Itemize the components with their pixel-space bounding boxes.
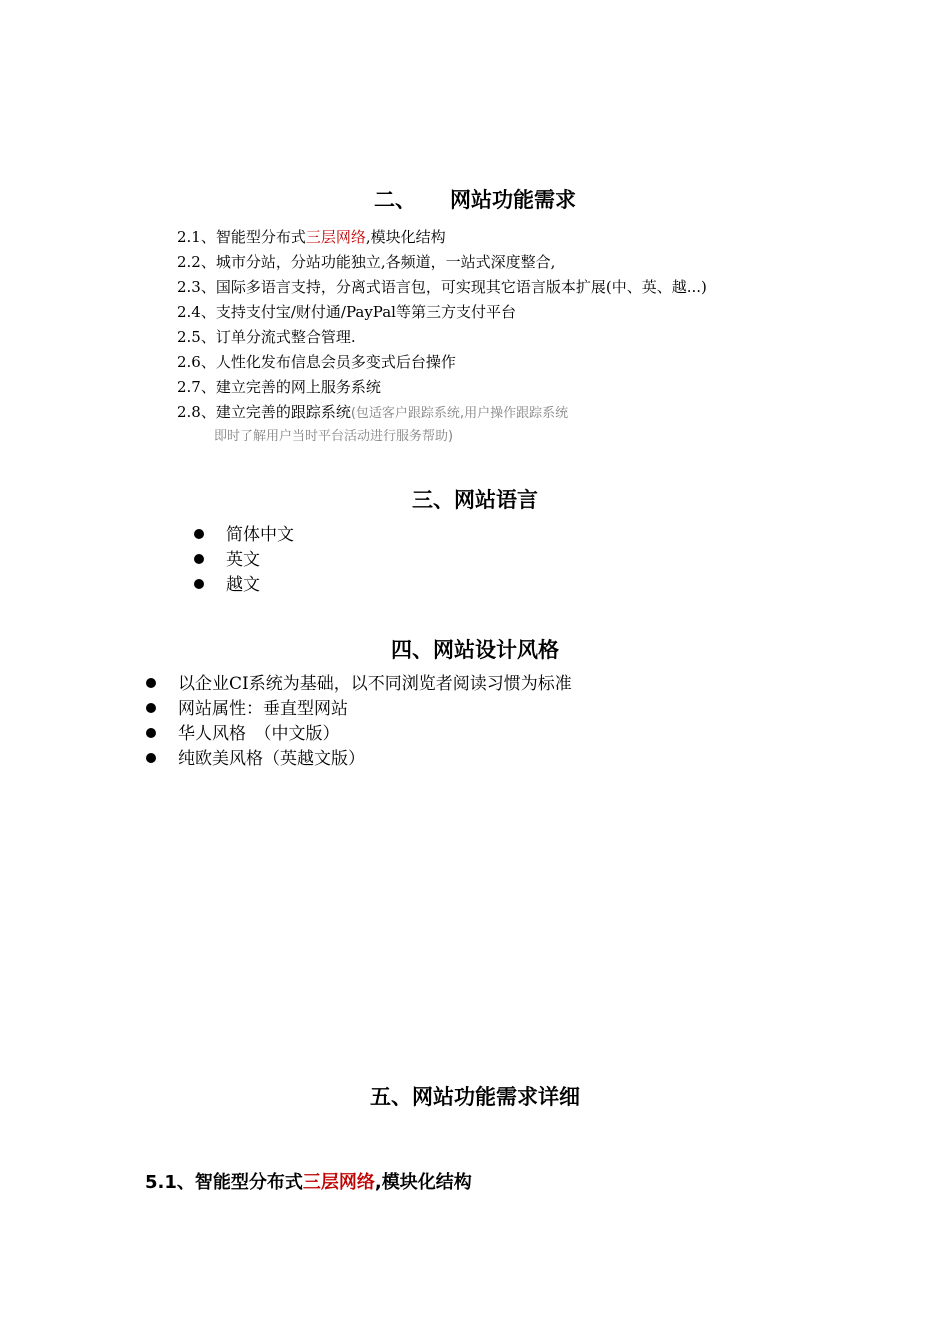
list-item: 纯欧美风格（英越文版） bbox=[146, 747, 572, 772]
list-item: 2.4、支持支付宝/财付通/PayPal等第三方支付平台 bbox=[177, 303, 516, 321]
bullet-icon bbox=[146, 678, 156, 688]
list-item: 2.3、国际多语言支持，分离式语言包，可实现其它语言版本扩展(中、英、越...) bbox=[177, 278, 707, 296]
list-item: 华人风格 （中文版） bbox=[146, 722, 572, 747]
section-4-heading: 四、网站设计风格 bbox=[391, 638, 559, 662]
list-item: 2.1、智能型分布式三层网络,模块化结构 bbox=[177, 228, 446, 246]
note-continuation: 即时了解用户当时平台活动进行服务帮助) bbox=[214, 429, 454, 444]
section-4-list bbox=[146, 672, 572, 772]
bullet-icon bbox=[146, 703, 156, 713]
list-item: 英文 bbox=[194, 548, 294, 573]
list-item: 以企业CI系统为基础，以不同浏览者阅读习惯为标准 bbox=[146, 672, 572, 697]
list-item: 2.7、建立完善的网上服务系统 bbox=[177, 378, 381, 396]
highlight-text: 三层网络 bbox=[302, 1172, 375, 1193]
section-2-heading bbox=[0, 186, 950, 214]
list-item: 2.8、建立完善的跟踪系统(包适客户跟踪系统,用户操作跟踪系统 bbox=[177, 403, 569, 421]
list-item: 2.5、订单分流式整合管理. bbox=[177, 328, 356, 346]
section-5-heading: 五、网站功能需求详细 bbox=[370, 1085, 580, 1109]
list-item: 2.2、城市分站，分站功能独立,各频道，一站式深度整合, bbox=[177, 253, 556, 271]
section-2-title: 网站功能需求 bbox=[450, 188, 576, 212]
list-item: 简体中文 bbox=[194, 523, 294, 548]
list-item: 2.6、人性化发布信息会员多变式后台操作 bbox=[177, 353, 456, 371]
section-5-1-subheading: 5.1、智能型分布式三层网络,模块化结构 bbox=[145, 1172, 472, 1193]
section-3-heading: 三、网站语言 bbox=[412, 488, 538, 512]
bullet-icon bbox=[194, 529, 204, 539]
highlight-text: 三层网络 bbox=[305, 228, 366, 246]
section-2-number: 二、 bbox=[374, 188, 416, 212]
bullet-icon bbox=[146, 728, 156, 738]
section-3-list bbox=[194, 523, 294, 598]
bullet-icon bbox=[194, 554, 204, 564]
note-text: (包适客户跟踪系统,用户操作跟踪系统 bbox=[350, 406, 569, 421]
section-2-list bbox=[177, 225, 707, 426]
list-item: 网站属性：垂直型网站 bbox=[146, 697, 572, 722]
bullet-icon bbox=[194, 579, 204, 589]
bullet-icon bbox=[146, 753, 156, 763]
list-item: 越文 bbox=[194, 573, 294, 598]
